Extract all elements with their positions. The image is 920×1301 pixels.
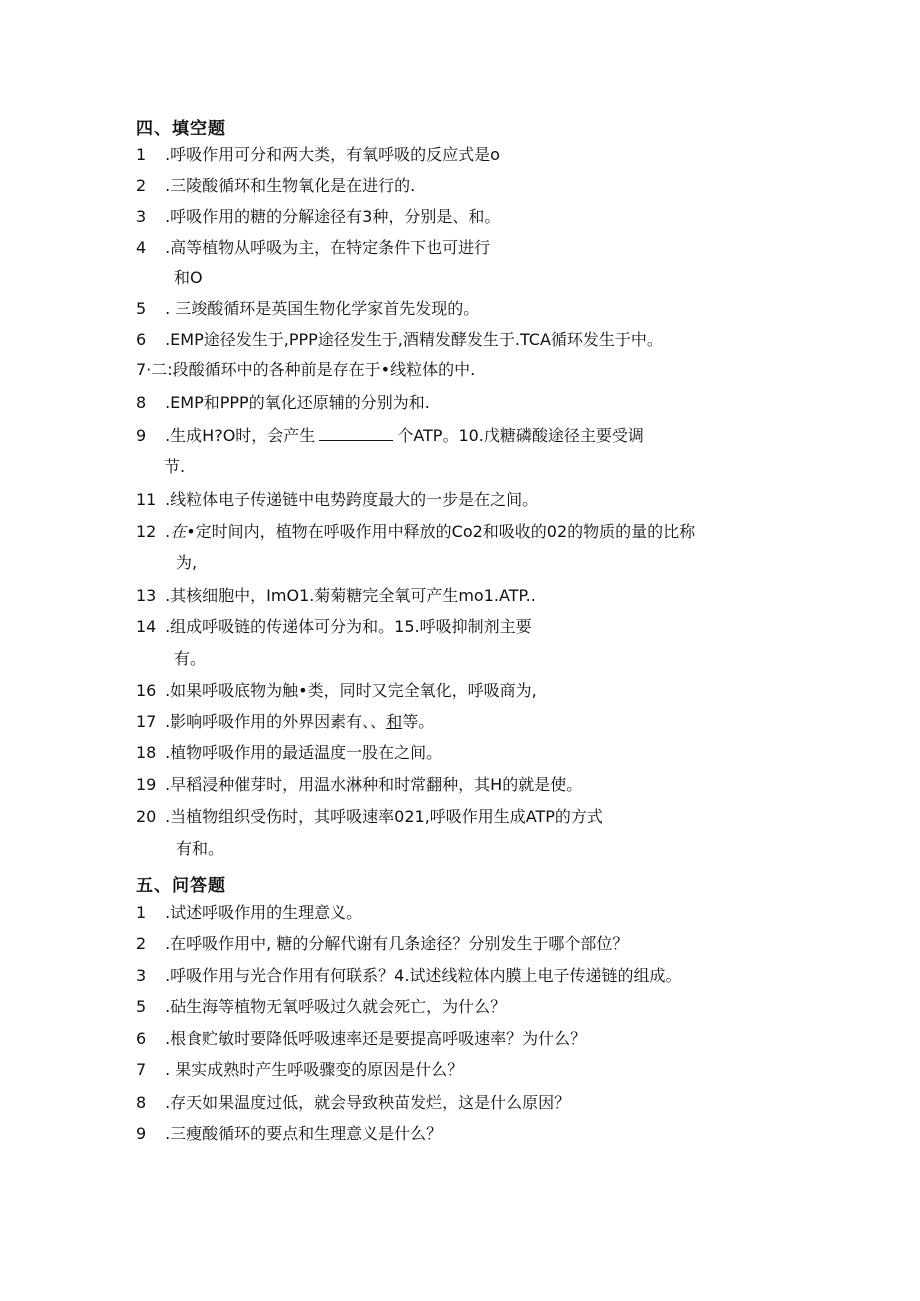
question-line (136, 207, 500, 227)
question-text: .根食贮敏时要降低呼吸速率还是要提高呼吸速率？为什么？ (165, 1029, 587, 1048)
question-number: 3 (136, 207, 147, 226)
question-number: 9 (136, 426, 147, 445)
question-text: .三陵酸循环和生物氧化是在进行的. (165, 176, 416, 195)
question-line (136, 681, 537, 701)
question-line (136, 1093, 570, 1113)
question-line (136, 299, 479, 319)
question-line (136, 903, 362, 923)
question-number: 8 (136, 393, 147, 412)
question-line (136, 712, 434, 732)
question-line (136, 997, 506, 1017)
question-text: .影响呼吸作用的外界因素有、、 (165, 712, 387, 731)
question-line (136, 775, 582, 795)
answer-blank (319, 428, 393, 441)
question-continuation: 为, (176, 553, 198, 572)
question-line (136, 807, 603, 827)
question-text: . 果实成熟时产生呼吸骤变的原因是什么？ (165, 1060, 464, 1079)
question-line (136, 1060, 463, 1080)
question-text-italic: 在 (170, 522, 187, 541)
question-line (136, 330, 663, 350)
question-text: .呼吸作用与光合作用有何联系？4.试述线粒体内膜上电子传递链的组成。 (165, 966, 682, 985)
question-line (136, 586, 536, 606)
question-number: 3 (136, 966, 147, 985)
question-text: .如果呼吸底物为触•类，同时又完全氧化，呼吸商为, (165, 681, 537, 700)
question-line (136, 1029, 586, 1049)
question-line (136, 145, 500, 165)
question-text: . (165, 522, 171, 541)
question-number: 8 (136, 1093, 147, 1112)
question-number: 17 (136, 712, 157, 731)
question-line (136, 743, 442, 763)
question-continuation: 有和。 (176, 839, 225, 858)
question-continuation: 有。 (174, 649, 207, 668)
question-text: .组成呼吸链的传递体可分为和。15.呼吸抑制剂主要 (165, 617, 532, 636)
question-text: .EMP途径发生于,PPP途径发生于,酒精发酵发生于.TCA循环发生于中。 (165, 330, 663, 349)
question-text: .高等植物从呼吸为主，在特定条件下也可进行 (165, 238, 491, 257)
question-line (136, 238, 490, 258)
question-text-underlined: 和 (386, 712, 403, 731)
question-line (136, 617, 532, 637)
question-number: 11 (136, 490, 157, 509)
question-number: 20 (136, 807, 157, 826)
question-text: •定时间内，植物在呼吸作用中释放的Co2和吸收的02的物质的量的比称 (186, 522, 696, 541)
question-number: 7 (136, 1060, 147, 1079)
question-line (136, 934, 628, 954)
question-number: 9 (136, 1124, 147, 1143)
question-text: .早稻浸种催芽时，用温水淋种和时常翻种，其H的就是使。 (165, 775, 583, 794)
question-line (136, 393, 430, 413)
question-number: 2 (136, 176, 147, 195)
question-text: .三瘦酸循环的要点和生理意义是什么？ (165, 1124, 443, 1143)
question-line (136, 360, 475, 380)
question-text: .砧生海等植物无氧呼吸过久就会死亡，为什么？ (165, 997, 507, 1016)
question-text: .植物呼吸作用的最适温度一股在之间。 (165, 743, 443, 762)
question-number: 4 (136, 238, 147, 257)
question-text: 个ATP。10.戊糖磷酸途径主要受调 (397, 426, 644, 445)
question-number: 5 (136, 299, 147, 318)
question-text: .线粒体电子传递链中电势跨度最大的一步是在之间。 (165, 490, 539, 509)
question-text: .当植物组织受伤时，其呼吸速率021,呼吸作用生成ATP的方式 (165, 807, 603, 826)
question-text: . 三竣酸循环是英国生物化学家首先发现的。 (165, 299, 480, 318)
question-number: 14 (136, 617, 157, 636)
question-line (136, 966, 681, 986)
question-number: 16 (136, 681, 157, 700)
section-title-short-answer: 五、问答题 (136, 876, 226, 896)
question-text: .试述呼吸作用的生理意义。 (165, 903, 363, 922)
question-number: 12 (136, 522, 157, 541)
question-line (136, 522, 695, 542)
question-number: 19 (136, 775, 157, 794)
question-number: 6 (136, 1029, 147, 1048)
question-number: 6 (136, 330, 147, 349)
question-line (136, 1124, 442, 1144)
question-number: 13 (136, 586, 157, 605)
question-number: 1 (136, 903, 147, 922)
question-line (136, 490, 538, 510)
question-text: .呼吸作用的糖的分解途径有3种，分别是、和。 (165, 207, 501, 226)
section-title-fill-in: 四、填空题 (136, 119, 226, 139)
question-continuation: 和O (174, 268, 203, 287)
question-line (136, 176, 415, 196)
question-text: .生成H?O时，会产生 (165, 426, 316, 445)
question-text: .其核细胞中，ImO1.菊菊糖完全氧可产生mo1.ATP.. (165, 586, 536, 605)
question-text: .存天如果温度过低，就会导致秧苗发烂，这是什么原因？ (165, 1093, 571, 1112)
question-text: 等。 (402, 712, 435, 731)
question-continuation: 节. (164, 457, 186, 476)
question-number: 7·二: (136, 360, 173, 379)
question-number: 2 (136, 934, 147, 953)
question-number: 1 (136, 145, 147, 164)
question-text: 段酸循环中的各种前是存在于•线粒体的中. (172, 360, 476, 379)
question-number: 18 (136, 743, 157, 762)
question-text: .EMP和PPP的氧化还原辅的分别为和. (165, 393, 430, 412)
question-number: 5 (136, 997, 147, 1016)
question-text: .呼吸作用可分和两大类，有氧呼吸的反应式是o (165, 145, 500, 164)
question-line (136, 426, 644, 446)
question-text: .在呼吸作用中, 糖的分解代谢有几条途径？分别发生于哪个部位？ (165, 934, 629, 953)
